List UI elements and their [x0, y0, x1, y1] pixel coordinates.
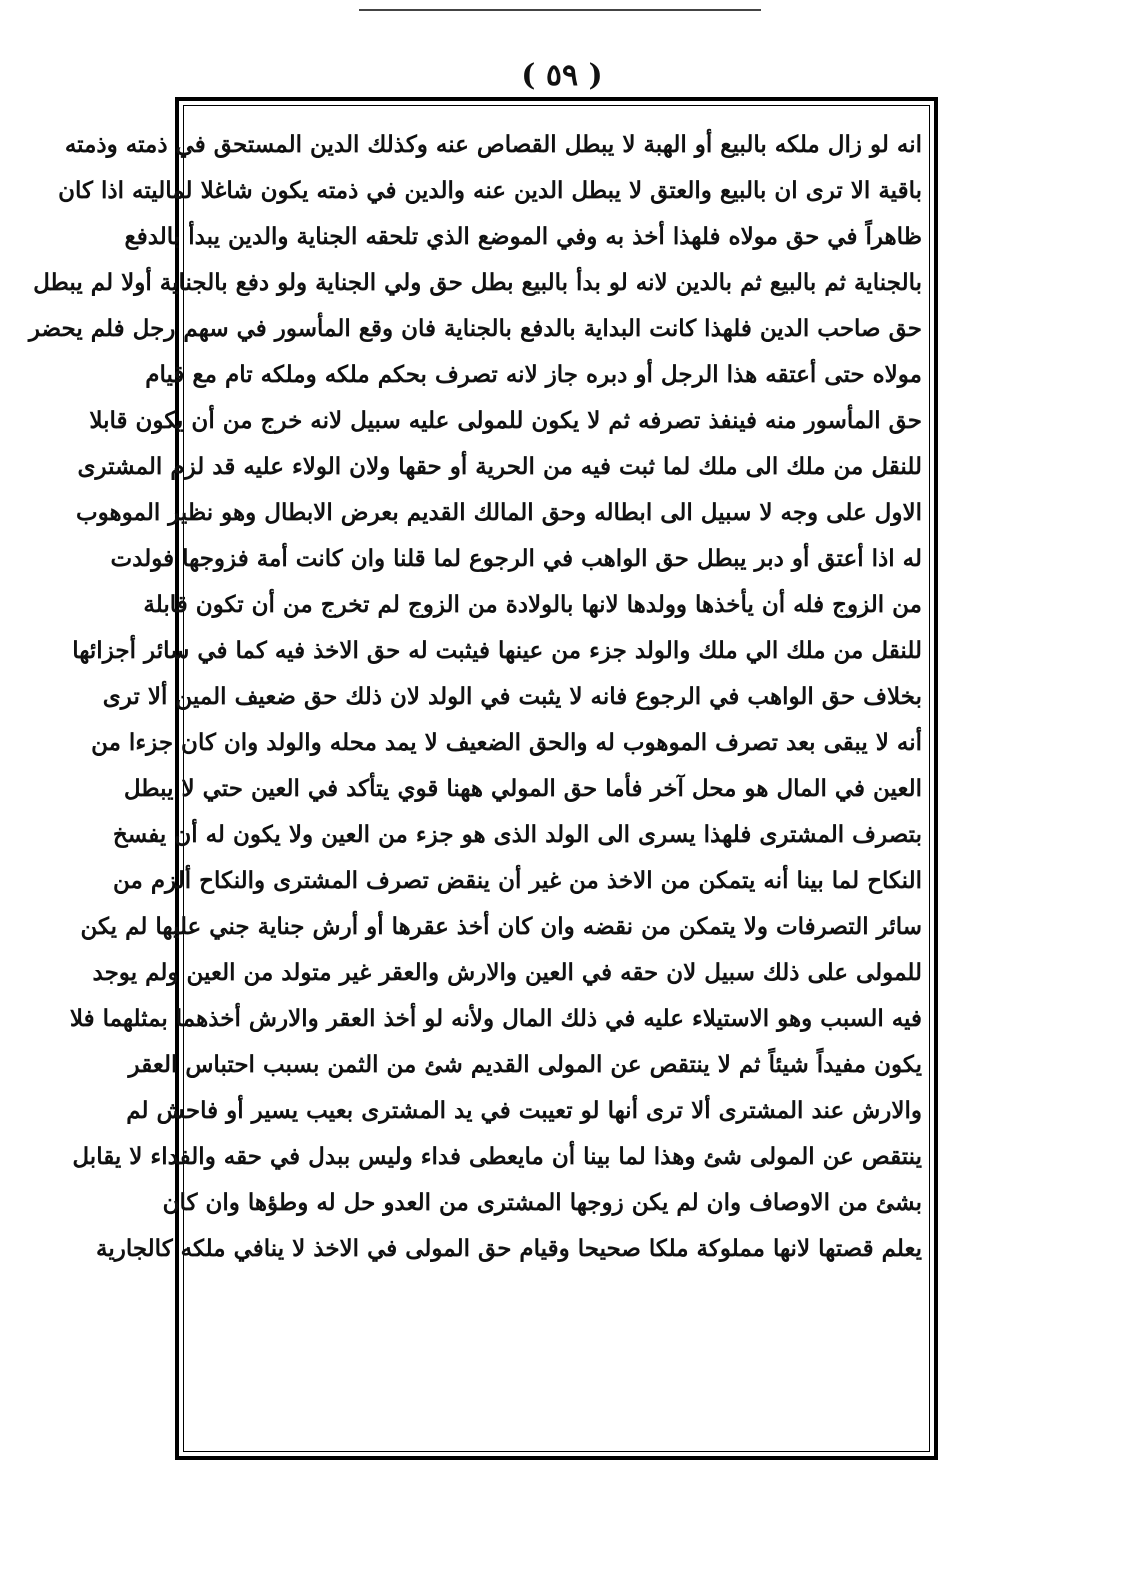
text-line: حق المأسور منه فينفذ تصرفه ثم لا يكون للمولى عليه سبيل لانه خرج من أن يكون قابلا — [89, 407, 922, 434]
text-line: أنه لا يبقى بعد تصرف الموهوب له والحق الضعيف لا يمد محله والولد وان كان جزءا من — [91, 729, 922, 756]
text-line: يكون مفيداً شيئاً ثم لا ينتقص عن المولى القديم شئ من الثمن بسبب احتباس العقر — [128, 1051, 922, 1078]
text-line: ينتقص عن المولى شئ وهذا لما بينا أن مايعطى فداء وليس ببدل في حقه والفداء لا يقابل — [72, 1143, 922, 1170]
text-line: العين في المال هو محل آخر فأما حق المولي ههنا قوي يتأكد في العين حتي لا يبطل — [123, 775, 922, 802]
text-line: النكاح لما بينا أنه يتمكن من الاخذ من غير أن ينقض تصرف المشترى والنكاح ألزم من — [112, 867, 922, 894]
text-line: له اذا أعتق أو دبر يبطل حق الواهب في الرجوع لما قلنا وان كانت أمة فزوجها فولدت — [110, 545, 922, 572]
text-line: باقية الا ترى ان بالبيع والعتق لا يبطل الدين عنه والدين في ذمته يكون شاغلا لماليته اذا كان — [58, 177, 922, 204]
text-line: للنقل من ملك الى ملك لما ثبت فيه من الحرية أو حقها ولان الولاء عليه قد لزم المشترى — [77, 453, 922, 480]
text-line: للمولى على ذلك سبيل لان حقه في العين والارش والعقر غير متولد من العين ولم يوجد — [92, 959, 922, 986]
text-line: حق صاحب الدين فلهذا كانت البداية بالدفع بالجناية فان وقع المأسور في سهم رجل فلم يحضر — [28, 315, 922, 342]
page-number: ( ٥٩ ) — [521, 58, 603, 93]
text-line: بخلاف حق الواهب في الرجوع فانه لا يثبت في الولد لان ذلك حق ضعيف المين ألا ترى — [102, 683, 922, 710]
text-line: والارش عند المشترى ألا ترى أنها لو تعيبت في يد المشترى بعيب يسير أو فاحش لم — [126, 1097, 922, 1124]
body-text — [28, 122, 922, 1272]
text-line: سائر التصرفات ولا يتمكن من نقضه وان كان أخذ عقرها أو أرش جناية جني عليها لم يكن — [80, 913, 922, 940]
top-rule — [359, 9, 761, 11]
text-line: بشئ من الاوصاف وان لم يكن زوجها المشترى من العدو حل له وطؤها وان كان — [162, 1189, 922, 1216]
text-line: يعلم قصتها لانها مملوكة ملكا صحيحا وقيام حق المولى في الاخذ لا ينافي ملكه كالجارية — [95, 1235, 922, 1262]
text-line: الاول على وجه لا سبيل الى ابطاله وحق المالك القديم بعرض الابطال وهو نظير الموهوب — [75, 499, 922, 526]
text-line: انه لو زال ملكه بالبيع أو الهبة لا يبطل القصاص عنه وكذلك الدين المستحق في ذمته وذمته — [64, 131, 922, 158]
text-line: ظاهراً في حق مولاه فلهذا أخذ به وفي الموضع الذي تلحقه الجناية والدين يبدأ بالدفع — [124, 223, 922, 250]
text-line: للنقل من ملك الي ملك والولد جزء من عينها فيثبت له حق الاخذ فيه كما في سائر أجزائها — [72, 637, 922, 664]
text-line: بتصرف المشترى فلهذا يسرى الى الولد الذى هو جزء من العين ولا يكون له أن يفسخ — [112, 821, 922, 848]
text-line: من الزوج فله أن يأخذها وولدها لانها بالولادة من الزوج لم تخرج من أن تكون قابلة — [143, 591, 922, 618]
text-line: فيه السبب وهو الاستيلاء عليه في ذلك المال ولأنه لو أخذ العقر والارش أخذهما بمثلهما فلا — [69, 1005, 922, 1032]
text-line: بالجناية ثم بالبيع ثم بالدين لانه لو بدأ بالبيع بطل حق ولي الجناية ولو دفع بالجناية أولا لم يبطل — [33, 269, 922, 296]
text-line: مولاه حتى أعتقه هذا الرجل أو دبره جاز لانه تصرف بحكم ملكه وملكه تام مع قيام — [145, 361, 922, 388]
